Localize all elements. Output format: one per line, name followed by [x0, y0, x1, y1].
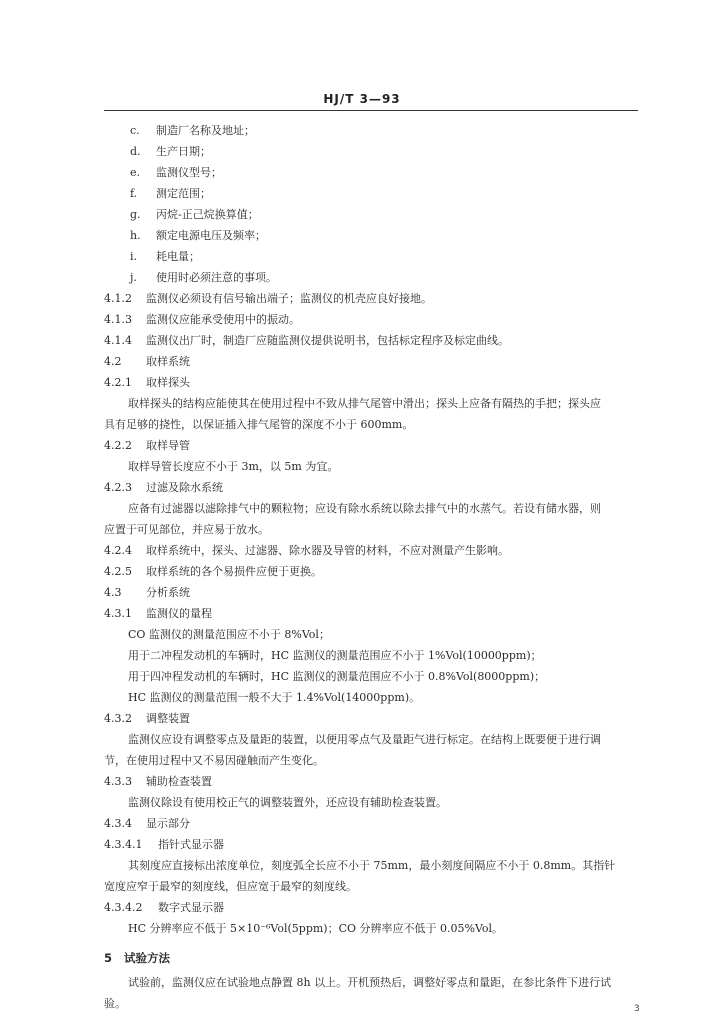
- clause-text: 取样系统中，探头、过滤器、除水器及导管的材料，不应对测量产生影响。: [146, 544, 509, 557]
- paragraph-line: 监测仪应设有调整零点及量距的装置，以便用零点气及量距气进行标定。在结构上既要便于进行调: [128, 733, 601, 746]
- clause-line: [104, 712, 190, 725]
- paragraph-line: 用于二冲程发动机的车辆时，HC 监测仪的测量范围应不小于 1%Vol(10000ppm)；: [128, 649, 542, 662]
- paragraph-line: 宽度应窄于最窄的刻度线，但应宽于最窄的刻度线。: [104, 880, 357, 893]
- list-text: 生产日期；: [156, 145, 211, 158]
- clause-number: 4.2.3: [104, 481, 132, 494]
- paragraph-line: 取样探头的结构应能使其在使用过程中不致从排气尾管中滑出；探头上应备有隔热的手把；探头应: [128, 397, 601, 410]
- clause-number: 4.1.3: [104, 313, 132, 326]
- clause-text: 显示部分: [146, 817, 190, 830]
- paragraph-line: HC 分辨率应不低于 5×10⁻⁶Vol(5ppm)；CO 分辨率应不低于 0.05%Vol。: [128, 922, 504, 935]
- clause-text: 监测仪的量程: [146, 607, 212, 620]
- paragraph-line: 具有足够的挠性，以保证插入排气尾管的深度不小于 600mm。: [104, 418, 414, 431]
- paragraph-line: 用于四冲程发动机的车辆时，HC 监测仪的测量范围应不小于 0.8%Vol(8000ppm)；: [128, 670, 546, 683]
- section-number: 5: [104, 951, 113, 965]
- page-number: 3: [634, 1004, 640, 1014]
- clause-number: 4.3.3: [104, 775, 132, 788]
- paragraph-line: HC 监测仪的测量范围一般不大于 1.4%Vol(14000ppm)。: [128, 691, 421, 704]
- clause-number: 4.3.1: [104, 607, 132, 620]
- paragraph-line: CO 监测仪的测量范围应不小于 8%Vol；: [128, 628, 330, 641]
- clause-line: [104, 607, 212, 620]
- clause-text: 取样系统: [146, 355, 190, 368]
- clause-line: [104, 334, 509, 347]
- clause-number: 4.1.2: [104, 292, 132, 305]
- section-heading: [104, 952, 170, 965]
- section-title: 试验方法: [124, 951, 170, 965]
- paragraph-line: 应置于可见部位，并应易于放水。: [104, 523, 269, 536]
- clause-text: 监测仪必须设有信号输出端子；监测仪的机壳应良好接地。: [146, 292, 432, 305]
- clause-number: 4.2.4: [104, 544, 132, 557]
- list-item: [130, 250, 200, 263]
- clause-number: 4.2.5: [104, 565, 132, 578]
- list-label: c.: [130, 124, 140, 137]
- clause-text: 辅助检查装置: [146, 775, 212, 788]
- list-label: i.: [130, 250, 138, 263]
- paragraph-line: 取样导管长度应不小于 3m，以 5m 为宜。: [128, 460, 339, 473]
- paragraph-line: 监测仪除设有使用校正气的调整装置外，还应设有辅助检查装置。: [128, 796, 447, 809]
- paragraph-line: 试验前，监测仪应在试验地点静置 8h 以上。开机预热后，调整好零点和量距，在参比条件下进行试: [128, 976, 612, 989]
- clause-text: 取样系统的各个易损件应便于更换。: [146, 565, 322, 578]
- clause-text: 取样导管: [146, 439, 190, 452]
- list-item: [130, 271, 277, 284]
- list-item: [130, 166, 222, 179]
- clause-text: 调整装置: [146, 712, 190, 725]
- list-label: j.: [130, 271, 137, 284]
- paragraph-line: 其刻度应直接标出浓度单位，刻度弧全长应不小于 75mm，最小刻度间隔应不小于 0.8mm。其指针: [128, 859, 616, 872]
- clause-line: [104, 376, 190, 389]
- list-text: 测定范围；: [156, 187, 211, 200]
- list-item: [130, 145, 211, 158]
- clause-line: [104, 544, 509, 557]
- clause-number: 4.3.4: [104, 817, 132, 830]
- list-label: f.: [130, 187, 138, 200]
- clause-line: [104, 313, 300, 326]
- clause-number: 4.2: [104, 355, 122, 368]
- clause-line: [104, 292, 432, 305]
- list-label: e.: [130, 166, 141, 179]
- clause-line: [104, 565, 322, 578]
- clause-number: 4.1.4: [104, 334, 132, 347]
- clause-line: [104, 838, 224, 851]
- clause-text: 分析系统: [146, 586, 190, 599]
- clause-number: 4.2.1: [104, 376, 132, 389]
- paragraph-line: 应备有过滤器以滤除排气中的颗粒物；应设有除水系统以除去排气中的水蒸气。若设有储水器，则: [128, 502, 601, 515]
- list-item: [130, 124, 255, 137]
- clause-text: 指针式显示器: [158, 838, 224, 851]
- list-text: 丙烷-正己烷换算值；: [156, 208, 259, 221]
- list-text: 额定电源电压及频率；: [156, 229, 266, 242]
- list-text: 耗电量；: [156, 250, 200, 263]
- clause-line: [104, 775, 212, 788]
- clause-text: 监测仪出厂时，制造厂应随监测仪提供说明书，包括标定程序及标定曲线。: [146, 334, 509, 347]
- paragraph-line: 验。: [104, 997, 126, 1010]
- clause-line: [104, 817, 190, 830]
- clause-number: 4.3.4.2: [104, 901, 143, 914]
- list-label: g.: [130, 208, 141, 221]
- paragraph-line: 节，在使用过程中又不易因碰触而产生变化。: [104, 754, 324, 767]
- clause-line: [104, 439, 190, 452]
- clause-number: 4.3.2: [104, 712, 132, 725]
- section-heading: [104, 586, 190, 599]
- list-label: d.: [130, 145, 141, 158]
- clause-text: 数字式显示器: [158, 901, 224, 914]
- list-text: 监测仪型号；: [156, 166, 222, 179]
- clause-number: 4.2.2: [104, 439, 132, 452]
- list-item: [130, 187, 211, 200]
- clause-number: 4.3: [104, 586, 122, 599]
- list-label: h.: [130, 229, 141, 242]
- clause-text: 取样探头: [146, 376, 190, 389]
- header-rule: [104, 110, 638, 111]
- clause-number: 4.3.4.1: [104, 838, 143, 851]
- clause-line: [104, 901, 224, 914]
- list-text: 使用时必须注意的事项。: [156, 271, 277, 284]
- clause-text: 过滤及除水系统: [146, 481, 223, 494]
- clause-text: 监测仪应能承受使用中的振动。: [146, 313, 300, 326]
- list-item: [130, 208, 259, 221]
- clause-line: [104, 481, 223, 494]
- list-text: 制造厂名称及地址；: [156, 124, 255, 137]
- list-item: [130, 229, 266, 242]
- section-heading: [104, 355, 190, 368]
- standard-code-header: HJ/T 3—93: [323, 92, 401, 106]
